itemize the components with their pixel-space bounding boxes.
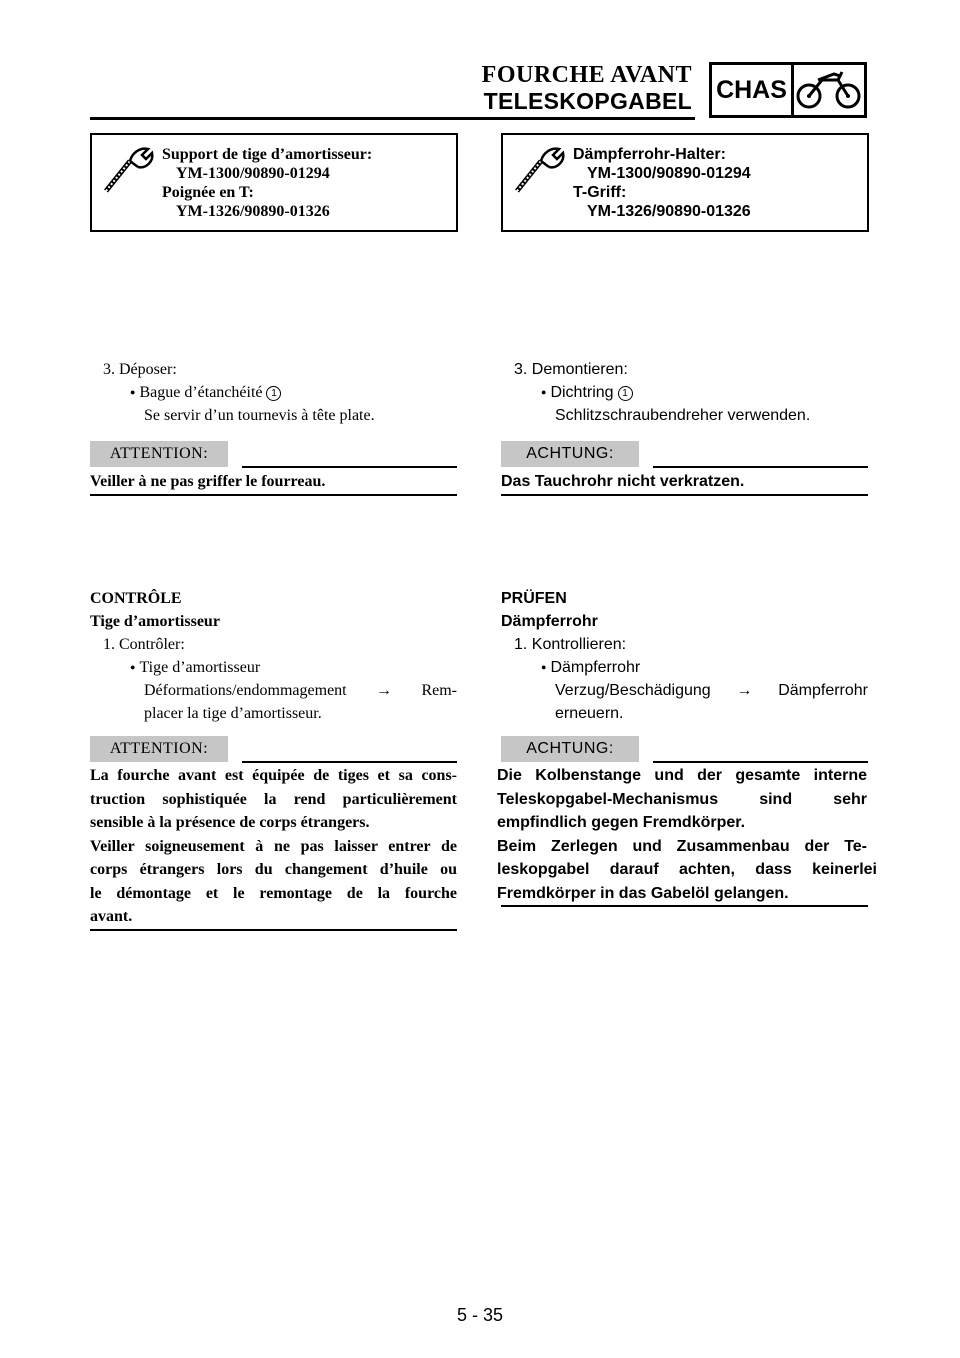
step-3-note: Se servir d’un tournevis à tête plate. — [144, 407, 375, 424]
attention-line: truction sophistiquée la rend particulièrement — [90, 790, 457, 808]
tool-part-number: YM-1300/90890-01294 — [176, 165, 330, 182]
attention-header — [90, 441, 457, 471]
tool-name: Poignée en T: — [162, 184, 254, 201]
attention-header — [501, 736, 868, 766]
check-item — [130, 656, 260, 681]
attention-line: le démontage et le remontage de la fourche — [90, 884, 457, 902]
item-label: Dichtring — [550, 384, 614, 401]
tool-name: Dämpferrohr-Halter: — [573, 146, 726, 163]
attention-line: corps étrangers lors du changement d’huile ou — [90, 861, 457, 878]
attention-text-block — [90, 764, 457, 929]
step-3: 3. Déposer: — [103, 361, 177, 378]
step-3-item — [541, 381, 633, 406]
tool-part-number: YM-1326/90890-01326 — [587, 203, 751, 220]
check-instruction-line: Déformations/endommagement → Rem- — [144, 682, 457, 699]
attention-badge: ATTENTION: — [90, 736, 228, 762]
step-3-item — [130, 381, 281, 406]
attention-header — [501, 441, 868, 471]
item-label: Dämpferrohr — [550, 659, 641, 676]
motorcycle-icon — [794, 65, 864, 115]
attention-text: Veiller à ne pas griffer le fourreau. — [90, 473, 326, 490]
attention-line: La fourche avant est équipée de tiges et sa cons- — [90, 767, 457, 784]
attention-end-rule — [501, 494, 868, 496]
attention-line: empfindlich gegen Fremdkörper. — [497, 814, 746, 831]
check-subheading: Tige d’amortisseur — [90, 613, 220, 630]
special-tool-box-fr — [90, 133, 458, 232]
attention-line: Fremdkörper in das Gabelöl gelangen. — [497, 884, 789, 902]
step-3: 3. Demontieren: — [514, 361, 628, 378]
attention-badge: ATTENTION: — [90, 441, 228, 467]
attention-header — [90, 736, 457, 766]
section-title-fr: FOURCHE AVANT — [481, 62, 692, 88]
item-label: Tige d’amortisseur — [139, 659, 261, 676]
step-3-note: Schlitzschraubendreher verwenden. — [555, 407, 811, 424]
attention-line: Beim Zerlegen und Zusammenbau der Te- — [497, 837, 867, 855]
attention-text: Das Tauchrohr nicht verkratzen. — [501, 473, 745, 490]
page-number: 5 - 35 — [456, 1305, 504, 1325]
tool-part-number: YM-1300/90890-01294 — [587, 165, 751, 182]
attention-line: avant. — [90, 908, 133, 925]
attention-line: leskopgabel darauf achten, dass keinerlei — [497, 861, 877, 878]
check-subheading: Dämpferrohr — [501, 613, 598, 630]
item-label: Bague d’étanchéité — [139, 384, 263, 401]
callout-number: 1 — [266, 386, 281, 401]
check-heading: CONTRÔLE — [90, 590, 182, 607]
check-heading: PRÜFEN — [501, 590, 567, 607]
attention-text-block — [497, 764, 877, 905]
special-tool-box-de — [501, 133, 869, 232]
check-instruction-line: Verzug/Beschädigung → Dämpferrohr — [555, 682, 868, 699]
attention-line: Teleskopgabel-Mechanismus sind sehr — [497, 790, 867, 808]
attention-end-rule — [501, 905, 868, 907]
attention-badge: ACHTUNG: — [501, 736, 639, 762]
callout-number: 1 — [618, 386, 633, 401]
check-step-1: 1. Contrôler: — [103, 636, 185, 653]
check-instruction-line: erneuern. — [555, 705, 624, 722]
attention-line: Veiller soigneusement à ne pas laisser entrer de — [90, 837, 457, 855]
attention-line: Die Kolbenstange und der gesamte interne — [497, 767, 867, 784]
chassis-section-badge — [709, 62, 867, 118]
tool-name: T-Griff: — [573, 184, 627, 201]
check-instruction-line: placer la tige d’amortisseur. — [144, 705, 322, 722]
check-step-1: 1. Kontrollieren: — [514, 636, 627, 653]
tool-part-number: YM-1326/90890-01326 — [176, 203, 330, 220]
section-title-de: TELESKOPGABEL — [483, 88, 692, 114]
wrench-tool-icon — [100, 141, 156, 197]
check-item — [541, 656, 640, 681]
wrench-tool-icon — [511, 141, 567, 197]
attention-badge: ACHTUNG: — [501, 441, 639, 467]
header-rule — [90, 117, 695, 120]
attention-end-rule — [90, 494, 457, 496]
attention-line: sensible à la présence de corps étrangers. — [90, 814, 370, 831]
section-label: CHAS — [712, 65, 794, 115]
tool-name: Support de tige d’amortisseur: — [162, 146, 373, 163]
attention-end-rule — [90, 929, 457, 931]
